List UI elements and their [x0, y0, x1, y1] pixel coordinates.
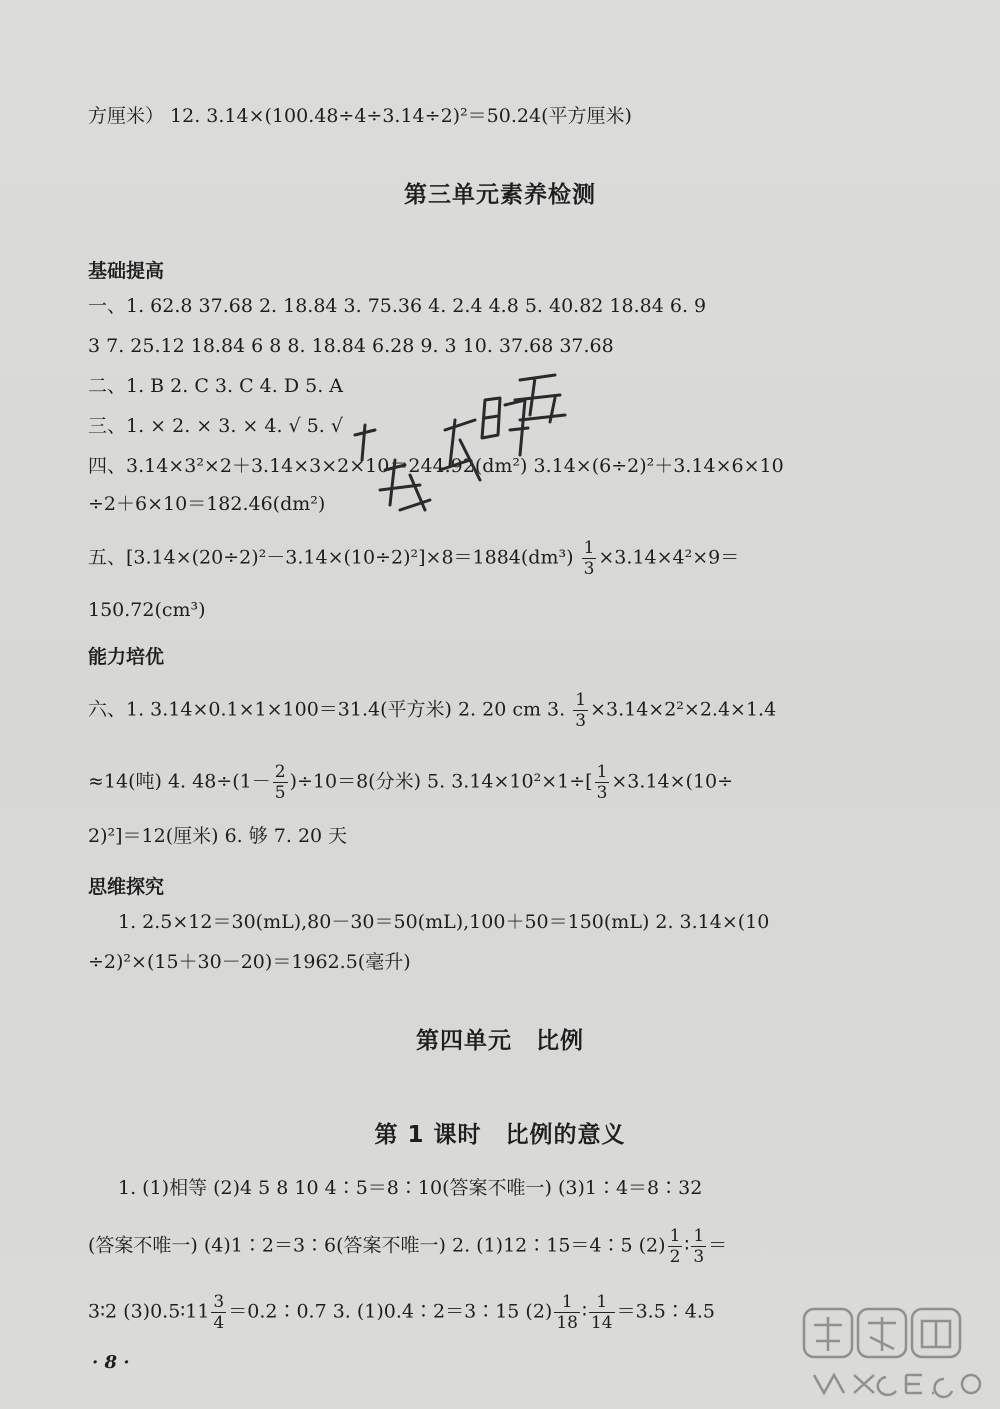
text-segment: ≈14(吨) 4. 48÷(1－	[88, 770, 271, 793]
subsection-label: 基础提高	[88, 260, 165, 282]
fraction: $\frac{1}{3}$	[596, 762, 608, 803]
mxqe-logo-icon	[794, 1295, 994, 1405]
text-segment: ×3.14×4²×9＝	[598, 546, 740, 569]
text-segment: (答案不唯一) (4)1∶2＝3∶6(答案不唯一) 2. (1)12∶15＝4∶5 (2)	[88, 1234, 666, 1257]
subsection-label: 思维探究	[88, 876, 165, 898]
fraction: $\frac{1}{3}$	[693, 1226, 705, 1267]
fraction: $\frac{2}{5}$	[274, 762, 286, 803]
text-line: 1. (1)相等 (2)4 5 8 10 4∶5＝8∶10(答案不唯一) (3)1∶4＝8∶32	[118, 1177, 703, 1199]
text-line: 三、1. × 2. × 3. × 4. √ 5. √	[88, 415, 343, 437]
text-segment: ×3.14×(10÷	[611, 770, 734, 793]
fraction: $\frac{1}{14}$	[590, 1292, 613, 1333]
fraction: $\frac{1}{3}$	[583, 538, 595, 579]
fraction: $\frac{1}{2}$	[669, 1226, 681, 1267]
fraction: $\frac{1}{18}$	[556, 1292, 578, 1333]
text-segment: 六、1. 3.14×0.1×1×100＝31.4(平方米) 2. 20 cm 3.	[88, 698, 566, 721]
subsection-label: 能力培优	[88, 646, 165, 668]
text-segment: ＝	[708, 1234, 728, 1257]
text-line: 150.72(cm³)	[88, 599, 206, 621]
fraction: $\frac{1}{3}$	[575, 690, 587, 731]
lesson-heading: 第 1 课时 比例的意义	[374, 1122, 626, 1148]
text-line	[88, 1226, 920, 1267]
text-segment: ∶	[684, 1234, 690, 1257]
text-line: 1. 2.5×12＝30(mL),80－30＝50(mL),100＋50＝150(mL) 2. 3.14×(10	[118, 911, 770, 933]
text-segment: 3∶2 (3)0.5∶1	[88, 1300, 198, 1323]
text-line: 四、3.14×3²×2＋3.14×3×2×10＝244.92(dm²) 3.14×(6÷2)²＋3.14×6×10	[88, 455, 784, 477]
text-line: 3 7. 25.12 18.84 6 8 8. 18.84 6.28 9. 3 10. 37.68 37.68	[88, 335, 614, 357]
text-line	[88, 538, 920, 579]
text-line	[88, 690, 920, 731]
fraction: $\frac{3}{4}$	[213, 1292, 225, 1333]
text-line: 方厘米） 12. 3.14×(100.48÷4÷3.14÷2)²＝50.24(平方厘米)	[88, 105, 632, 127]
mixed-number-whole: 1	[197, 1300, 210, 1323]
unit-heading: 第四单元 比例	[416, 1028, 584, 1054]
handwritten-stamp-icon	[350, 360, 580, 530]
page-number: · 8 ·	[92, 1352, 130, 1373]
text-segment: ＝0.2∶0.7 3. (1)0.4∶2＝3∶15 (2)	[228, 1300, 553, 1323]
text-segment: ＝3.5∶4.5	[616, 1300, 715, 1323]
text-line: 一、1. 62.8 37.68 2. 18.84 3. 75.36 4. 2.4 4.8 5. 40.82 18.84 6. 9	[88, 295, 707, 317]
text-line	[88, 762, 920, 803]
text-line: ÷2)²×(15＋30－20)＝1962.5(毫升)	[88, 951, 411, 973]
text-line: 二、1. B 2. C 3. C 4. D 5. A	[88, 375, 343, 397]
text-line: 2)²]＝12(厘米) 6. 够 7. 20 天	[88, 825, 348, 847]
text-segment: )÷10＝8(分米) 5. 3.14×10²×1÷[	[289, 770, 593, 793]
text-segment: 五、[3.14×(20÷2)²－3.14×(10÷2)²]×8＝1884(dm³)	[88, 546, 574, 569]
text-segment: ×3.14×2²×2.4×1.4	[590, 698, 777, 721]
text-line: ÷2＋6×10＝182.46(dm²)	[88, 493, 326, 515]
section-heading: 第三单元素养检测	[404, 182, 596, 208]
text-segment: ∶	[581, 1300, 587, 1323]
